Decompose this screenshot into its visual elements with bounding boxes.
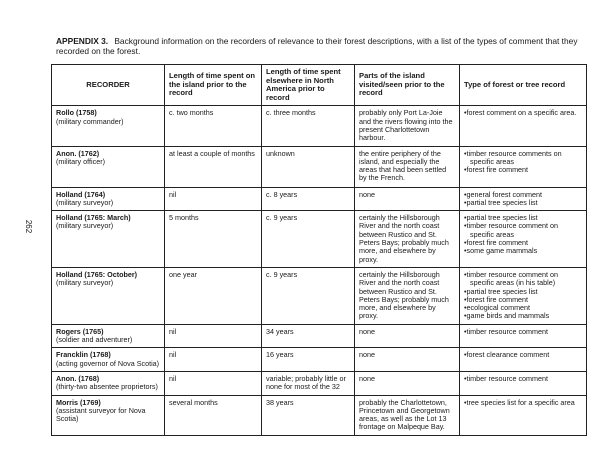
cell-record-types (460, 348, 587, 372)
cell-record-types (460, 187, 587, 211)
cell-record-types (460, 324, 587, 348)
recorder-role: (acting governor of Nova Scotia) (56, 358, 160, 368)
cell-parts: probably only Port La-Joie and the rivers flowing into the present Charlottetown harbour. (355, 106, 460, 146)
cell-time-elsewhere: 16 years (262, 348, 355, 372)
recorder-name: Rogers (1765) (56, 326, 104, 336)
cell-recorder (52, 348, 165, 372)
cell-time-island: nil (165, 371, 262, 395)
recorder-role: (military officer) (56, 156, 105, 166)
record-type-list (464, 375, 582, 383)
record-type-list (464, 271, 582, 321)
recorder-name: Anon. (1762) (56, 148, 100, 158)
record-type-list (464, 399, 582, 407)
record-type-item: • forest clearance comment (464, 351, 582, 359)
page-number: 262 (24, 219, 34, 234)
recorder-table (51, 64, 587, 436)
appendix-label: APPENDIX 3. (56, 36, 109, 46)
cell-time-island: c. two months (165, 106, 262, 146)
col-header-recorder: RECORDER (52, 65, 165, 106)
recorder-name: Holland (1765: March) (56, 213, 131, 223)
cell-recorder (52, 324, 165, 348)
record-type-list (464, 150, 582, 175)
cell-recorder (52, 187, 165, 211)
cell-time-island: at least a couple of months (165, 146, 262, 187)
col-header-time-island: Length of time spent on the island prior to the record (165, 65, 262, 106)
recorder-role: (military surveyor) (56, 278, 114, 288)
cell-record-types (460, 211, 587, 268)
record-type-item: • timber resource comments on specific areas (464, 150, 582, 167)
cell-time-elsewhere: unknown (262, 146, 355, 187)
cell-time-elsewhere: c. 8 years (262, 187, 355, 211)
record-type-item: • tree species list for a specific area (464, 399, 582, 407)
recorder-role: (military commander) (56, 116, 124, 126)
cell-record-types (460, 371, 587, 395)
cell-parts: none (355, 371, 460, 395)
cell-parts: none (355, 324, 460, 348)
col-header-time-elsewhere: Length of time spent elsewhere in North America prior to record (262, 65, 355, 106)
cell-time-island: one year (165, 267, 262, 324)
record-type-item: • game birds and mammals (464, 312, 582, 320)
record-type-item: • partial tree species list (464, 288, 582, 296)
table-row (52, 348, 587, 372)
cell-recorder (52, 267, 165, 324)
cell-time-island: nil (165, 348, 262, 372)
table-header-row (52, 65, 587, 106)
cell-time-island: 5 months (165, 211, 262, 268)
cell-parts: none (355, 187, 460, 211)
recorder-name: Anon. (1768) (56, 373, 100, 383)
record-type-item: • ecological comment (464, 304, 582, 312)
cell-recorder (52, 211, 165, 268)
record-type-item: • partial tree species list (464, 214, 582, 222)
cell-time-island: nil (165, 324, 262, 348)
cell-time-island: nil (165, 187, 262, 211)
record-type-item: • forest fire comment (464, 166, 582, 174)
record-type-item: • forest comment on a specific area. (464, 109, 582, 117)
record-type-item: • forest fire comment (464, 296, 582, 304)
cell-record-types (460, 267, 587, 324)
appendix-caption-text: Background information on the recorders of relevance to their forest descriptions, with a list of the types of comment that they recorded on the forest. (56, 36, 578, 56)
table-row (52, 371, 587, 395)
record-type-list (464, 328, 582, 336)
record-type-item: • forest fire comment (464, 239, 582, 247)
table-row (52, 146, 587, 187)
cell-parts: certainly the Hillsborough River and the north coast between Rustico and St. Peters Bays; probably much more, and elsewhere by proxy. (355, 267, 460, 324)
recorder-role: (military surveyor) (56, 221, 114, 231)
cell-time-elsewhere: 38 years (262, 395, 355, 435)
recorder-role: (military surveyor) (56, 197, 114, 207)
table-body (52, 106, 587, 435)
cell-parts: certainly the Hillsborough River and the north coast between Rustico and St. Peters Bays; probably much more, and elsewhere by proxy. (355, 211, 460, 268)
table-row (52, 395, 587, 435)
recorder-role: (thirty-two absentee proprietors) (56, 382, 158, 392)
record-type-list (464, 351, 582, 359)
cell-time-elsewhere: c. 9 years (262, 211, 355, 268)
table-row (52, 187, 587, 211)
col-header-parts-visited: Parts of the island visited/seen prior to the record (355, 65, 460, 106)
record-type-item: • partial tree species list (464, 199, 582, 207)
record-type-list (464, 214, 582, 255)
record-type-list (464, 191, 582, 208)
record-type-item: • some game mammals (464, 247, 582, 255)
cell-parts: probably the Charlottetown, Princetown and Georgetown areas, as well as the Lot 13 frontage on Malpeque Bay. (355, 395, 460, 435)
cell-recorder (52, 371, 165, 395)
record-type-item: • general forest comment (464, 191, 582, 199)
recorder-name: Holland (1765: October) (56, 269, 138, 279)
table-row (52, 106, 587, 146)
recorder-role: (assistant surveyor for Nova Scotia) (56, 405, 146, 424)
cell-record-types (460, 395, 587, 435)
record-type-item: • timber resource comment on specific areas (in his table) (464, 271, 582, 288)
table-row (52, 267, 587, 324)
cell-parts: none (355, 348, 460, 372)
cell-recorder (52, 146, 165, 187)
table-row (52, 211, 587, 268)
recorder-name: Rollo (1758) (56, 108, 97, 118)
cell-recorder (52, 106, 165, 146)
col-header-record-type: Type of forest or tree record (460, 65, 587, 106)
cell-time-elsewhere: c. three months (262, 106, 355, 146)
recorder-name: Francklin (1768) (56, 350, 111, 360)
cell-recorder (52, 395, 165, 435)
appendix-caption (56, 36, 586, 56)
record-type-list (464, 109, 582, 117)
cell-time-elsewhere: c. 9 years (262, 267, 355, 324)
recorder-name: Morris (1769) (56, 397, 101, 407)
cell-time-elsewhere: variable; probably little or none for most of the 32 (262, 371, 355, 395)
cell-record-types (460, 106, 587, 146)
record-type-item: • timber resource comment (464, 328, 582, 336)
recorder-name: Holland (1764) (56, 189, 106, 199)
cell-record-types (460, 146, 587, 187)
record-type-item: • timber resource comment on specific areas (464, 222, 582, 239)
cell-time-elsewhere: 34 years (262, 324, 355, 348)
cell-time-island: several months (165, 395, 262, 435)
table-row (52, 324, 587, 348)
recorder-role: (soldier and adventurer) (56, 335, 133, 345)
record-type-item: • timber resource comment (464, 375, 582, 383)
cell-parts: the entire periphery of the island, and especially the areas that had been settled by the French. (355, 146, 460, 187)
